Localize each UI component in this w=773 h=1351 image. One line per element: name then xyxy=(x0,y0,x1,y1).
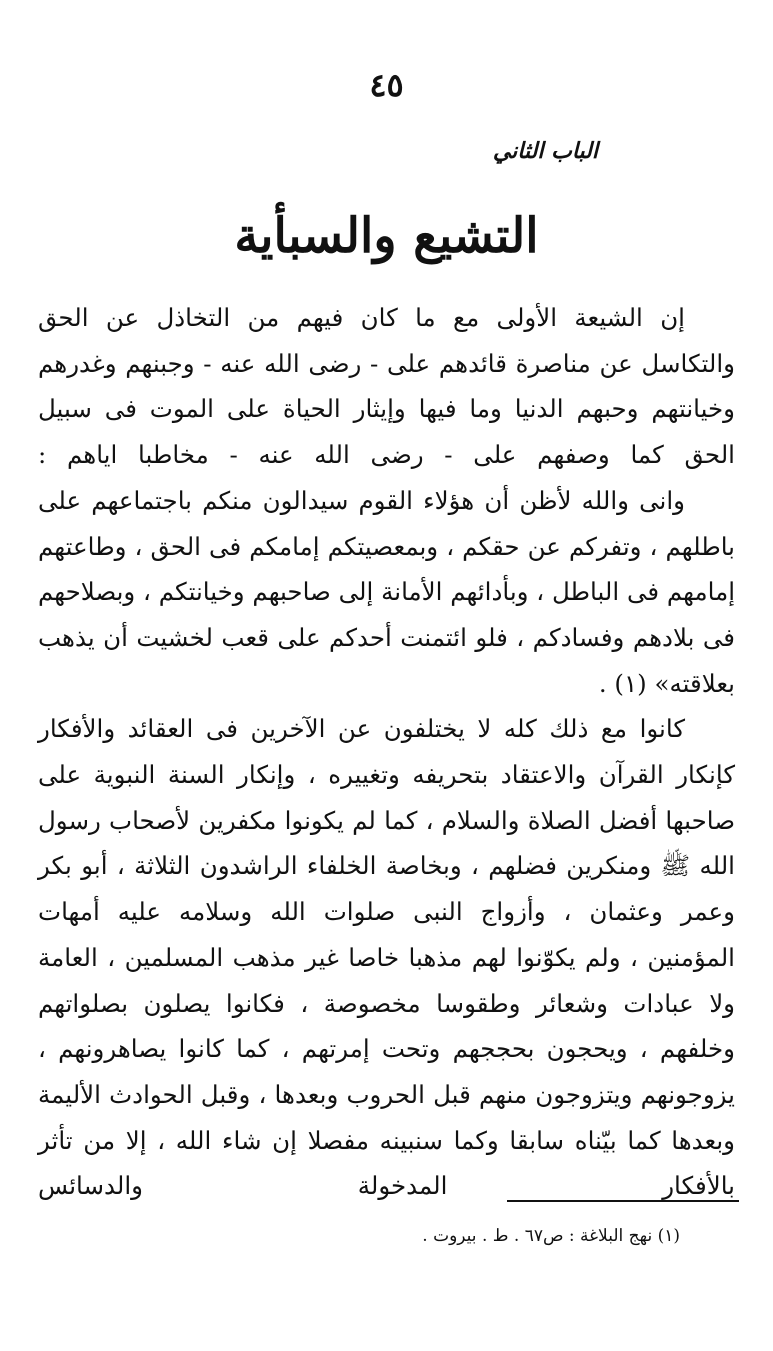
chapter-label: الباب الثاني xyxy=(492,138,598,164)
paragraph-quote: وانى والله لأظن أن هؤلاء القوم سيدالون منكم باجتماعهم على باطلهم ، وتفركم عن حقكم ، وبمعصيتكم إمامكم فى الحق ، وطاعتهم إمامهم فى الباطل ، وبأدائهم الأمانة إلى صاحبهم وخيانتكم ، وبصلاحهم فى بلادهم وفسادكم ، فلو ائتمنت أحدكم على قعب لخشيت أن يذهب بعلاقته» (١) . xyxy=(38,485,735,698)
paragraph-main: كانوا مع ذلك كله لا يختلفون عن الآخرين فى العقائد والأفكار كإنكار القرآن والاعتقاد بتحريفه وتغييره ، وإنكار السنة النبوية على صاحبها أفضل الصلاة والسلام ، كما لم يكونوا مكفرين لأصحاب رسول الله ﷺ ومنكرين فضلهم ، وبخاصة الخلفاء الراشدون الثلاثة ، أبو بكر وعمر وعثمان ، وأزواج النبى صلوات الله وسلامه عليه أمهات المؤمنين ، ولم يكوّنوا لهم مذهبا خاصا غير مذهب المسلمين ، العامة ولا عبادات وشعائر وطقوسا مخصوصة ، فكانوا يصلون بصلواتهم وخلفهم ، ويحجون بحججهم وتحت إمرتهم ، كما كانوا يصاهرونهم ، يزوجونهم ويتزوجون منهم قبل الحروب وبعدها ، وقبل الحوادث الأليمة وبعدها كما بيّناه سابقا وكما سنبينه مفصلا إن شاء الله ، إلا من تأثر بالأفكار المدخولة والدسائس xyxy=(38,714,735,1201)
paragraph-intro: إن الشيعة الأولى مع ما كان فيهم من التخاذل عن الحق والتكاسل عن مناصرة قائدهم على - رضى الله عنه - وجبنهم وغدرهم وخيانتهم وحبهم الدنيا وما فيها وإيثار الحياة على الموت فى سبيل الحق كما وصفهم على - رضى الله عنه - مخاطبا اياهم : xyxy=(38,303,735,470)
footnote: (١) نهج البلاغة : ص٦٧ . ط . بيروت . xyxy=(422,1226,680,1246)
footnote-divider xyxy=(507,1200,739,1202)
chapter-title: التشيع والسبأية xyxy=(234,208,539,264)
body-text xyxy=(38,295,735,1209)
page-number: ٤٥ xyxy=(369,66,404,104)
